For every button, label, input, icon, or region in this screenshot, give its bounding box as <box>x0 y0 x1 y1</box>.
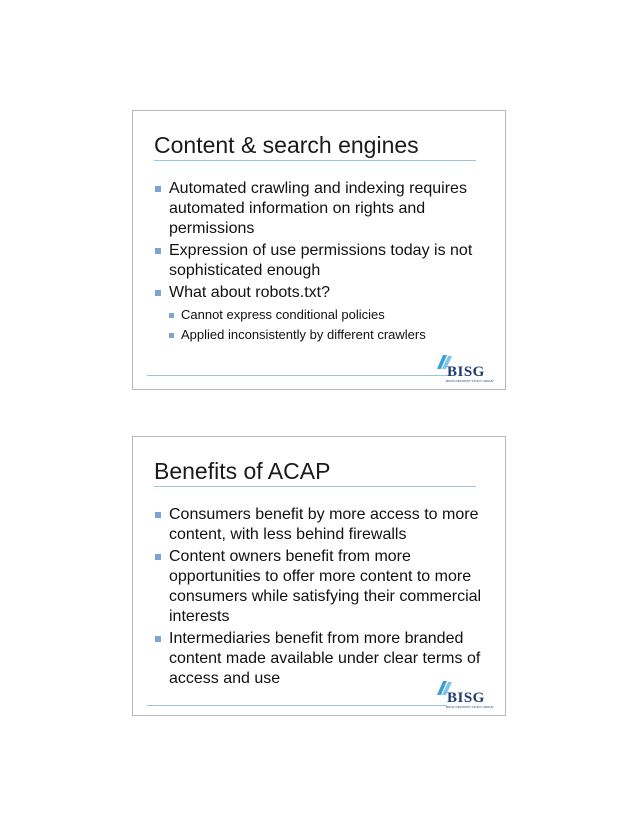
bullet-square-icon <box>169 313 174 318</box>
bullet-square-icon <box>155 512 161 518</box>
bullet-item: What about robots.txt? <box>155 283 495 303</box>
bullet-square-icon <box>169 333 174 338</box>
footer-divider <box>147 705 447 706</box>
bisg-logo <box>435 357 494 385</box>
slide-title: Content & search engines <box>154 132 419 158</box>
bisg-logo <box>435 683 494 711</box>
sub-bullet-item: Applied inconsistently by different crawlers <box>169 325 495 345</box>
title-divider <box>154 160 476 161</box>
title-divider <box>154 486 476 487</box>
bullet-square-icon <box>155 636 161 642</box>
logo-name: BISG <box>447 690 485 706</box>
slide-title: Benefits of ACAP <box>154 458 331 484</box>
bullet-square-icon <box>155 290 161 296</box>
bullet-item: Intermediaries benefit from more branded content made available under clear terms of access and use <box>155 629 495 689</box>
logo-subtitle: BOOK INDUSTRY STUDY GROUP <box>446 379 494 383</box>
footer-divider <box>147 375 447 376</box>
bullet-item: Content owners benefit from more opportunities to offer more content to more consumers while satisfying their commercial interests <box>155 547 495 627</box>
bullet-square-icon <box>155 554 161 560</box>
bullet-item: Automated crawling and indexing requires automated information on rights and permissions <box>155 179 495 239</box>
bullet-list <box>155 179 495 345</box>
bullet-list <box>155 505 495 691</box>
bullet-item: Consumers benefit by more access to more content, with less behind firewalls <box>155 505 495 545</box>
logo-name: BISG <box>447 364 485 380</box>
slide-content-search-engines <box>132 110 506 390</box>
logo-subtitle: BOOK INDUSTRY STUDY GROUP <box>446 705 494 709</box>
sub-bullet-item: Cannot express conditional policies <box>169 305 495 325</box>
slide-benefits-of-acap <box>132 436 506 716</box>
bullet-square-icon <box>155 186 161 192</box>
bullet-square-icon <box>155 248 161 254</box>
bullet-item: Expression of use permissions today is not sophisticated enough <box>155 241 495 281</box>
